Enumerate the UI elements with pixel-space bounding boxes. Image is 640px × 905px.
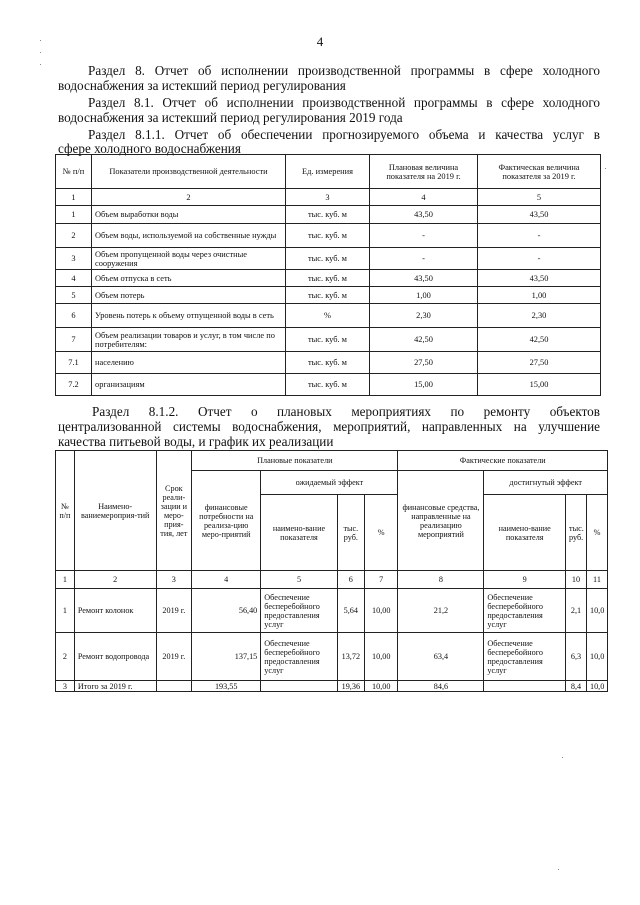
row-plan-finance: 137,15 <box>192 633 261 681</box>
row-measure-name: Ремонт колонок <box>74 589 156 633</box>
row-num: 3 <box>56 248 92 270</box>
table-header-row <box>56 155 601 189</box>
col-number: 9 <box>484 571 566 589</box>
total-num: 3 <box>56 681 75 692</box>
column-number-row <box>56 189 601 206</box>
row-plan: 27,50 <box>370 352 478 374</box>
row-plan-finance: 56,40 <box>192 589 261 633</box>
col-header-plan: Плановая величина показателя на 2019 г. <box>370 155 478 189</box>
col-header-expected-name: наимено-вание показателя <box>261 495 337 571</box>
section-8-1-heading-line2: водоснабжения за истекший период регулирования 2019 года <box>58 110 403 125</box>
row-fact: - <box>478 224 601 248</box>
total-expected-name <box>261 681 337 692</box>
row-plan: - <box>370 224 478 248</box>
table-total-row <box>56 681 608 692</box>
table-row <box>56 352 601 374</box>
row-fact-finance: 63,4 <box>398 633 484 681</box>
row-achieved-rub: 6,3 <box>566 633 587 681</box>
total-achieved-rub: 8,4 <box>566 681 587 692</box>
row-fact-finance: 21,2 <box>398 589 484 633</box>
row-plan: 42,50 <box>370 328 478 352</box>
row-num: 7.2 <box>56 374 92 396</box>
page-number: 4 <box>316 34 324 49</box>
total-achieved-pct: 10,0 <box>586 681 607 692</box>
col-number: 2 <box>74 571 156 589</box>
row-num: 2 <box>56 633 75 681</box>
row-term: 2019 г. <box>156 633 192 681</box>
col-header-achieved-name: наимено-вание показателя <box>484 495 566 571</box>
row-unit: тыс. куб. м <box>286 224 370 248</box>
row-expected-pct: 10,00 <box>364 633 398 681</box>
col-number: 5 <box>261 571 337 589</box>
table-row <box>56 374 601 396</box>
col-header-expected-effect: ожидаемый эффект <box>261 471 398 495</box>
row-plan: 2,30 <box>370 304 478 328</box>
col-header-indicator: Показатели производственной деятельности <box>92 155 286 189</box>
row-num: 7 <box>56 328 92 352</box>
production-indicators-table <box>55 154 601 396</box>
row-indicator: Объем потерь <box>92 287 286 304</box>
col-header-fact-finance: финансовые средства, направленные на реализацию мероприятий <box>398 471 484 571</box>
section-8-1-2-heading-line3: качества питьевой воды, и график их реализации <box>58 434 334 449</box>
row-indicator: Уровень потерь к объему отпущенной воды в сеть <box>92 304 286 328</box>
row-achieved-name: Обеспечение бесперебойного предоставления услуг <box>484 633 566 681</box>
row-indicator: Объем выработки воды <box>92 206 286 224</box>
row-fact: 42,50 <box>478 328 601 352</box>
col-number: 1 <box>56 571 75 589</box>
row-expected-pct: 10,00 <box>364 589 398 633</box>
col-number: 6 <box>337 571 364 589</box>
total-fact-finance: 84,6 <box>398 681 484 692</box>
col-header-term: Срок реали-зации и меро-прия-тия, лет <box>156 451 192 571</box>
col-number: 3 <box>156 571 192 589</box>
table-row <box>56 328 601 352</box>
col-header-num: № п/п <box>56 451 75 571</box>
row-term: 2019 г. <box>156 589 192 633</box>
row-indicator: Объем реализации товаров и услуг, в том числе по потребителям: <box>92 328 286 352</box>
table-row <box>56 589 608 633</box>
row-unit: тыс. куб. м <box>286 374 370 396</box>
row-fact: 43,50 <box>478 206 601 224</box>
row-fact: 2,30 <box>478 304 601 328</box>
section-8-heading-line2: водоснабжения за истекший период регулирования <box>58 78 346 93</box>
section-8-1-heading-line1: Раздел 8.1. Отчет об исполнении производственной программы в сфере холодного <box>88 95 600 110</box>
row-plan: - <box>370 248 478 270</box>
table-row <box>56 287 601 304</box>
row-fact: 27,50 <box>478 352 601 374</box>
row-unit: тыс. куб. м <box>286 352 370 374</box>
section-8-1-1-heading-line1: Раздел 8.1.1. Отчет об обеспечении прогнозируемого объема и качества услуг в <box>88 127 600 142</box>
scan-speck <box>558 869 559 870</box>
total-plan-finance: 193,55 <box>192 681 261 692</box>
col-header-num: № п/п <box>56 155 92 189</box>
col-header-measure-name: Наимено-ваниемероприя-тий <box>74 451 156 571</box>
row-expected-name: Обеспечение бесперебойного предоставления услуг <box>261 633 337 681</box>
row-indicator: Объем отпуска в сеть <box>92 270 286 287</box>
total-expected-rub: 19,36 <box>337 681 364 692</box>
col-header-expected-pct: % <box>364 495 398 571</box>
group-header-row <box>56 451 608 471</box>
col-header-achieved-effect: достигнутый эффект <box>484 471 608 495</box>
row-num: 2 <box>56 224 92 248</box>
row-unit: тыс. куб. м <box>286 206 370 224</box>
row-plan: 1,00 <box>370 287 478 304</box>
table-row <box>56 206 601 224</box>
col-number: 4 <box>370 189 478 206</box>
row-achieved-pct: 10,0 <box>586 633 607 681</box>
scan-speck <box>40 52 41 53</box>
col-number: 10 <box>566 571 587 589</box>
row-achieved-pct: 10,0 <box>586 589 607 633</box>
table-row <box>56 633 608 681</box>
row-indicator: Объем воды, используемой на собственные нужды <box>92 224 286 248</box>
row-expected-rub: 13,72 <box>337 633 364 681</box>
col-number: 11 <box>586 571 607 589</box>
col-header-plan-group: Плановые показатели <box>192 451 398 471</box>
row-unit: % <box>286 304 370 328</box>
col-number: 5 <box>478 189 601 206</box>
row-indicator: населению <box>92 352 286 374</box>
section-8-1-2-heading-line1: Раздел 8.1.2. Отчет о плановых мероприятиях по ремонту объектов <box>92 404 600 419</box>
col-header-achieved-pct: % <box>586 495 607 571</box>
row-fact: 1,00 <box>478 287 601 304</box>
row-achieved-name: Обеспечение бесперебойного предоставления услуг <box>484 589 566 633</box>
col-number: 7 <box>364 571 398 589</box>
row-fact: 43,50 <box>478 270 601 287</box>
row-num: 5 <box>56 287 92 304</box>
table-row <box>56 270 601 287</box>
total-label: Итого за 2019 г. <box>74 681 156 692</box>
row-unit: тыс. куб. м <box>286 270 370 287</box>
row-unit: тыс. куб. м <box>286 248 370 270</box>
row-indicator: Объем пропущенной воды через очистные сооружения <box>92 248 286 270</box>
scan-speck <box>562 757 563 758</box>
row-plan: 43,50 <box>370 270 478 287</box>
col-number: 2 <box>92 189 286 206</box>
section-8-1-2-heading-line2: централизованной системы водоснабжения, мероприятий, направленных на улучшение <box>58 419 600 434</box>
total-achieved-name <box>484 681 566 692</box>
col-header-unit: Ед. измерения <box>286 155 370 189</box>
column-number-row <box>56 571 608 589</box>
section-8-1-1-heading-line2: сфере холодного водоснабжения <box>58 141 241 156</box>
scan-speck <box>40 40 41 41</box>
row-expected-rub: 5,64 <box>337 589 364 633</box>
row-unit: тыс. куб. м <box>286 328 370 352</box>
repair-measures-table <box>55 450 608 692</box>
row-num: 7.1 <box>56 352 92 374</box>
row-achieved-rub: 2,1 <box>566 589 587 633</box>
col-number: 1 <box>56 189 92 206</box>
table-row <box>56 224 601 248</box>
row-fact: - <box>478 248 601 270</box>
col-header-fact: Фактическая величина показателя за 2019 г. <box>478 155 601 189</box>
scan-speck <box>605 168 606 169</box>
section-8-heading-line1: Раздел 8. Отчет об исполнении производственной программы в сфере холодного <box>88 63 600 78</box>
col-header-achieved-rub: тыс. руб. <box>566 495 587 571</box>
row-indicator: организациям <box>92 374 286 396</box>
table-row <box>56 304 601 328</box>
row-num: 6 <box>56 304 92 328</box>
row-plan: 15,00 <box>370 374 478 396</box>
col-header-fact-group: Фактические показатели <box>398 451 608 471</box>
row-measure-name: Ремонт водопровода <box>74 633 156 681</box>
total-term <box>156 681 192 692</box>
row-num: 4 <box>56 270 92 287</box>
total-expected-pct: 10,00 <box>364 681 398 692</box>
col-number: 3 <box>286 189 370 206</box>
row-expected-name: Обеспечение бесперебойного предоставления услуг <box>261 589 337 633</box>
row-plan: 43,50 <box>370 206 478 224</box>
col-header-plan-finance: финансовые потребности на реализа-цию меро-приятий <box>192 471 261 571</box>
scan-speck <box>40 64 41 65</box>
row-unit: тыс. куб. м <box>286 287 370 304</box>
col-header-expected-rub: тыс. руб. <box>337 495 364 571</box>
col-number: 4 <box>192 571 261 589</box>
table-row <box>56 248 601 270</box>
col-number: 8 <box>398 571 484 589</box>
row-num: 1 <box>56 589 75 633</box>
row-num: 1 <box>56 206 92 224</box>
row-fact: 15,00 <box>478 374 601 396</box>
